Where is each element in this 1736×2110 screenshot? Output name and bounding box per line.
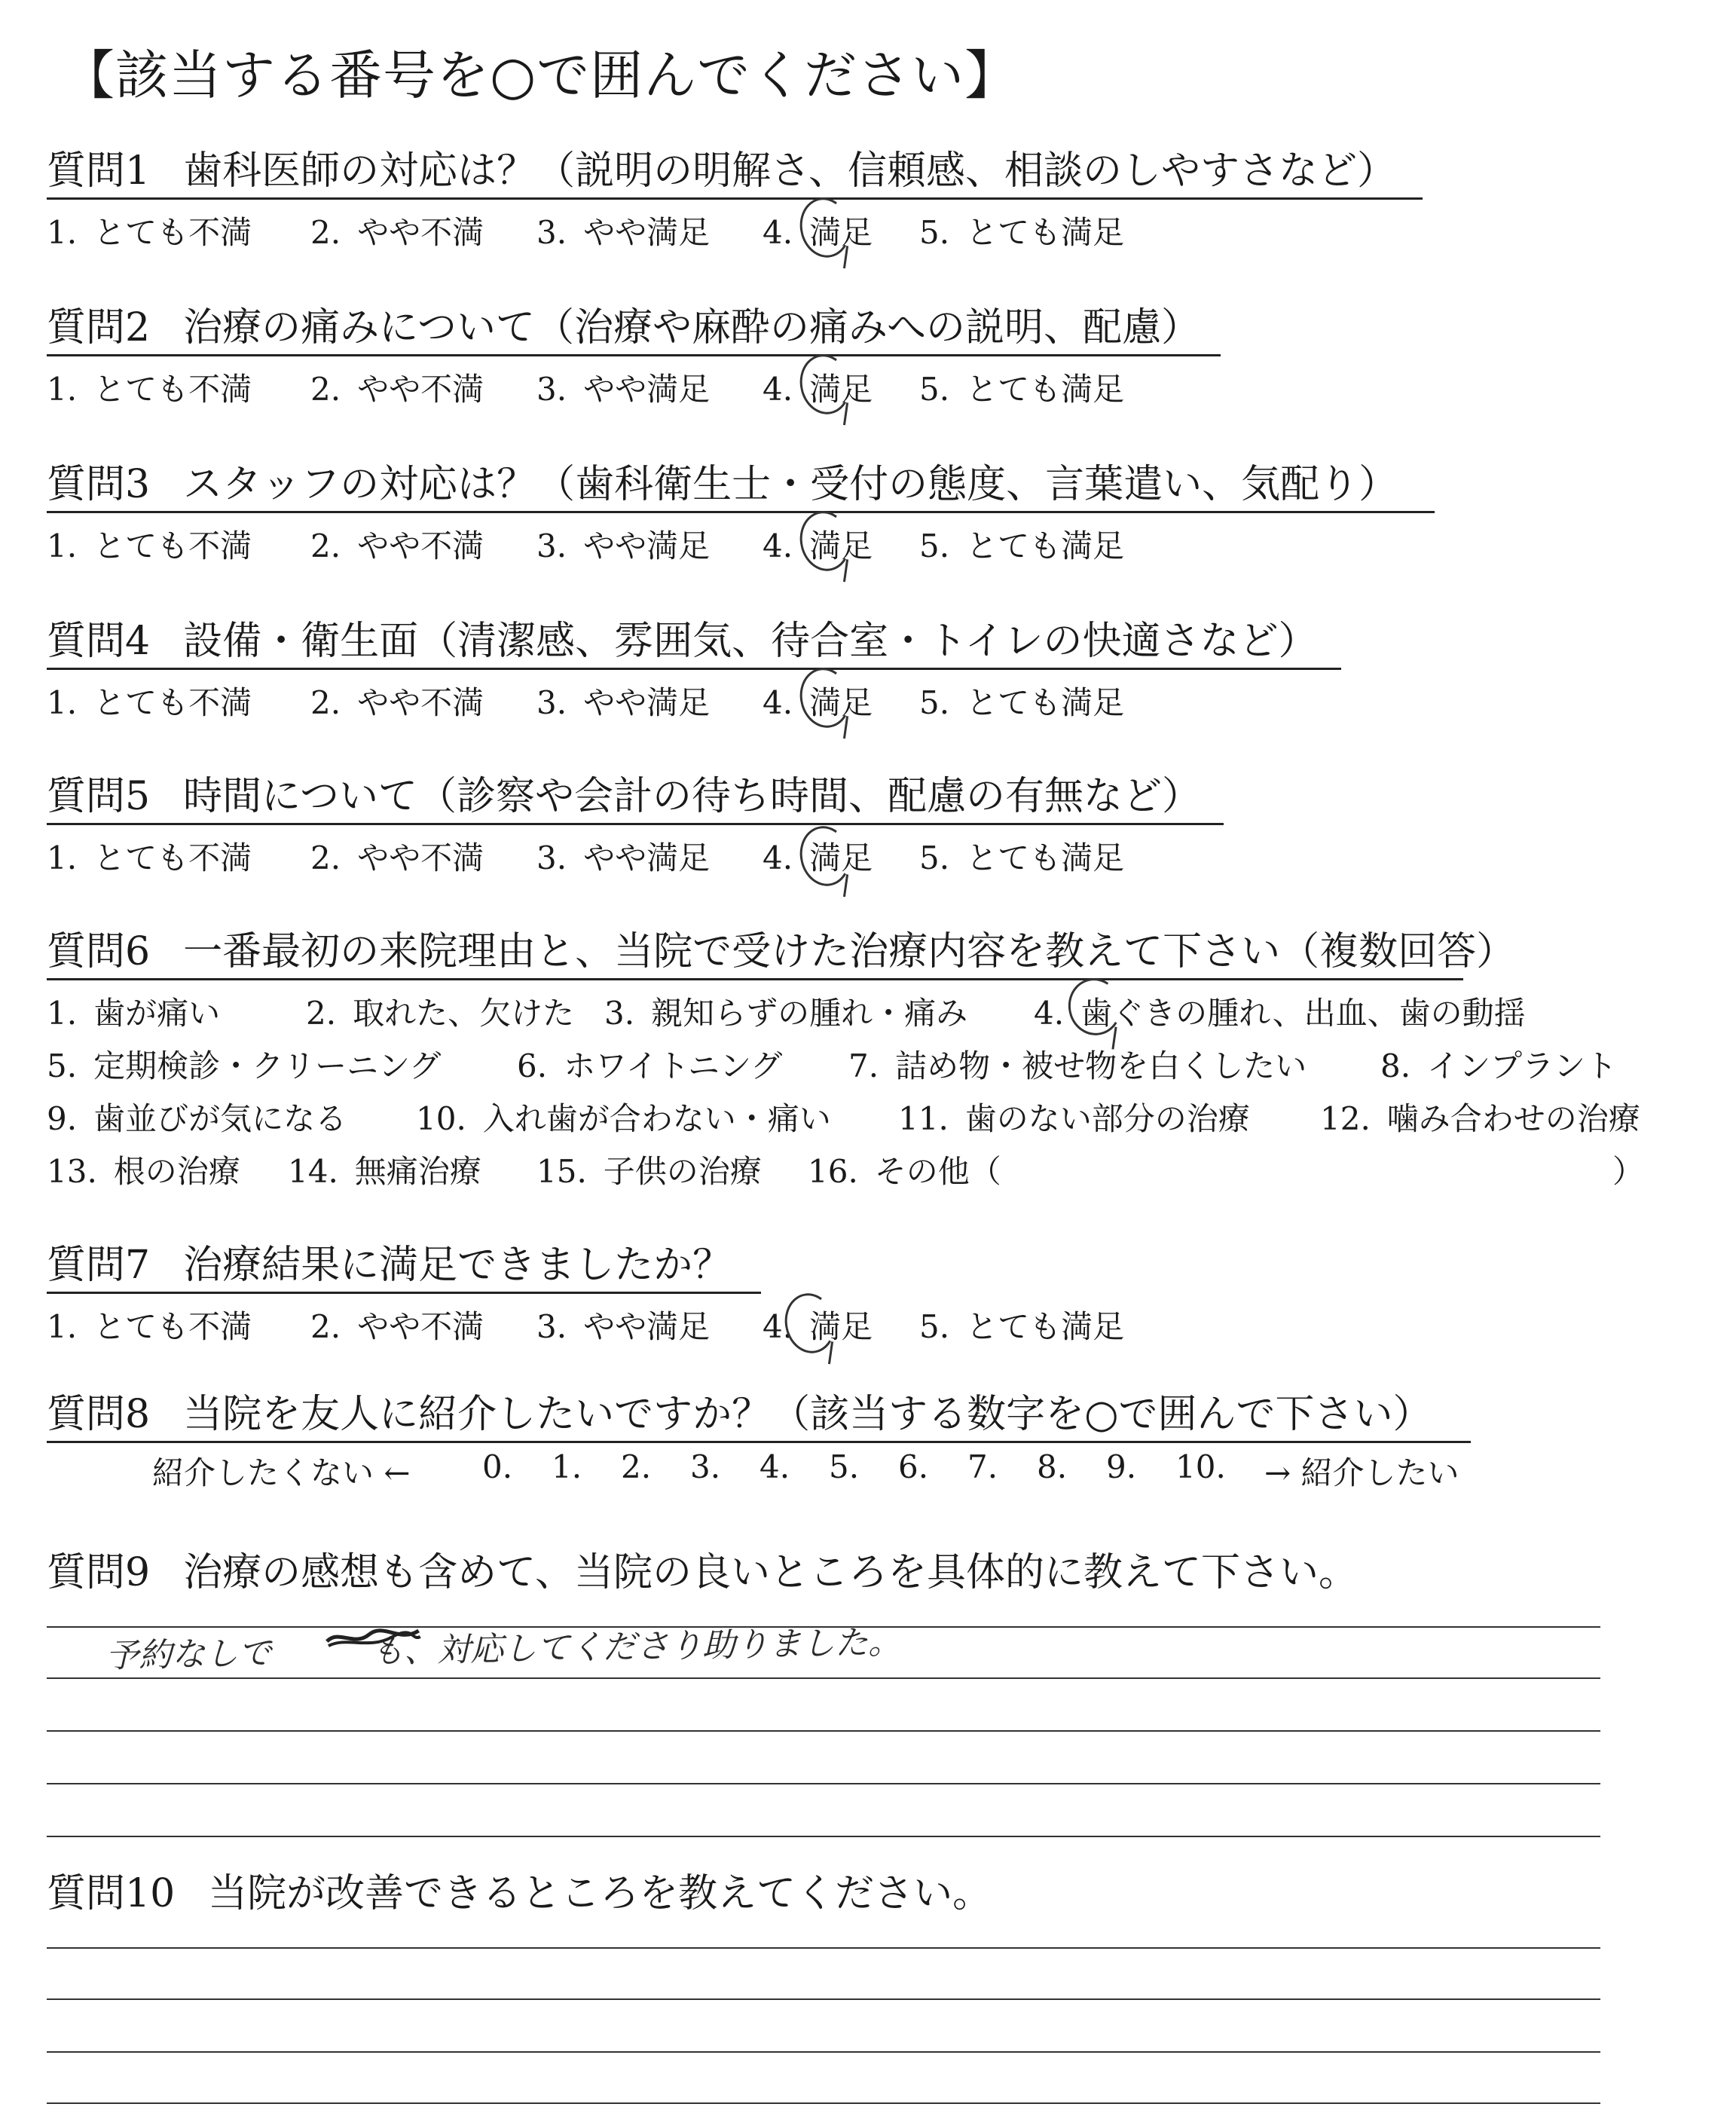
q7-option-1[interactable]: 1. とても不満 <box>47 1308 252 1345</box>
q1-option-1[interactable]: 1. とても不満 <box>47 214 252 251</box>
question-10-text: 当院が改善できるところを教えてください。 <box>208 1871 992 1916</box>
q2-option-3[interactable]: 3. やや満足 <box>536 371 711 408</box>
q3-option-1[interactable]: 1. とても不満 <box>47 528 252 564</box>
q6-option-11[interactable]: 11. 歯のない部分の治療 <box>898 1100 1250 1137</box>
question-2-number: 質問2 <box>47 305 151 350</box>
question-4 <box>47 618 1318 665</box>
answer-line-q9-2 <box>47 1677 1600 1679</box>
scale-option-7[interactable]: 7. <box>967 1448 998 1485</box>
question-9 <box>47 1549 1358 1596</box>
question-5-underline <box>47 823 1224 825</box>
answer-line-q9-4 <box>47 1783 1600 1784</box>
scale-option-10[interactable]: 10. <box>1175 1448 1226 1485</box>
q5-option-3[interactable]: 3. やや満足 <box>536 839 711 876</box>
question-6-underline <box>47 978 1463 980</box>
strikethrough-scribble-icon <box>323 1623 422 1652</box>
question-6 <box>47 928 1515 975</box>
q2-option-1[interactable]: 1. とても不満 <box>47 371 252 408</box>
scale-option-2[interactable]: 2. <box>621 1448 652 1485</box>
scale-option-6[interactable]: 6. <box>898 1448 929 1485</box>
q6-option-5[interactable]: 5. 定期検診・クリーニング <box>47 1047 442 1084</box>
question-8-number: 質問8 <box>47 1392 151 1437</box>
q5-option-4[interactable]: 4. 満足 <box>763 839 873 876</box>
q4-option-1[interactable]: 1. とても不満 <box>47 684 252 721</box>
question-10 <box>47 1870 992 1917</box>
question-9-number: 質問9 <box>47 1550 151 1595</box>
question-4-underline <box>47 668 1341 670</box>
scale-option-4[interactable]: 4. <box>760 1448 790 1485</box>
question-1-number: 質問1 <box>47 148 151 194</box>
q7-option-4[interactable]: 4. 満足 <box>763 1308 873 1345</box>
q7-option-3[interactable]: 3. やや満足 <box>536 1308 711 1345</box>
question-1 <box>47 148 1396 194</box>
q2-option-4[interactable]: 4. 満足 <box>763 371 873 408</box>
scale-option-0[interactable]: 0. <box>482 1448 513 1485</box>
q4-option-3[interactable]: 3. やや満足 <box>536 684 711 721</box>
q3-option-5[interactable]: 5. とても満足 <box>919 528 1125 564</box>
answer-line-q10-2 <box>47 1998 1600 2000</box>
question-8-text: 当院を友人に紹介したいですか？（該当する数字を○で囲んで下さい） <box>183 1392 1432 1437</box>
question-3-underline <box>47 511 1435 513</box>
question-9-text: 治療の感想も含めて、当院の良いところを具体的に教えて下さい。 <box>183 1550 1359 1595</box>
q1-option-4[interactable]: 4. 満足 <box>763 214 873 251</box>
question-8-underline <box>47 1441 1471 1443</box>
q6-option-1[interactable]: 1. 歯が痛い <box>47 995 221 1032</box>
question-3-text: スタッフの対応は？（歯科衛生士・受付の態度、言葉遣い、気配り） <box>183 462 1398 507</box>
scale-option-5[interactable]: 5. <box>829 1448 860 1485</box>
q6-option-8[interactable]: 8. インプラント <box>1380 1047 1618 1084</box>
q5-option-5[interactable]: 5. とても満足 <box>919 839 1125 876</box>
question-5-text: 時間について（診察や会計の待ち時間、配慮の有無など） <box>183 774 1202 819</box>
scale-left-label: 紹介したくない ← <box>152 1454 411 1491</box>
q6-option-9[interactable]: 9. 歯並びが気になる <box>47 1100 347 1137</box>
question-1-underline <box>47 197 1423 200</box>
q5-option-1[interactable]: 1. とても不満 <box>47 839 252 876</box>
q3-option-2[interactable]: 2. やや不満 <box>310 528 484 564</box>
q6-option-13[interactable]: 13. 根の治療 <box>47 1153 240 1190</box>
answer-line-q10-4 <box>47 2102 1600 2104</box>
q5-option-2[interactable]: 2. やや不満 <box>310 839 484 876</box>
scale-option-1[interactable]: 1. <box>552 1448 582 1485</box>
question-1-text: 歯科医師の対応は？（説明の明解さ、信頼感、相談のしやすさなど） <box>183 148 1397 194</box>
question-2-text: 治療の痛みについて（治療や麻酔の痛みへの説明、配慮） <box>183 305 1201 350</box>
question-3-number: 質問3 <box>47 462 151 507</box>
q9-handwritten-answer[interactable] <box>105 1615 902 1677</box>
q6-option-10[interactable]: 10. 入れ歯が合わない・痛い <box>416 1100 831 1137</box>
q3-option-3[interactable]: 3. やや満足 <box>536 528 711 564</box>
q1-option-2[interactable]: 2. やや不満 <box>310 214 484 251</box>
q9-answer-text: 予約なしで も、対応してくださり助りました。 <box>105 1622 902 1676</box>
scale-option-8[interactable]: 8. <box>1037 1448 1068 1485</box>
q4-option-5[interactable]: 5. とても満足 <box>919 684 1125 721</box>
question-2-underline <box>47 354 1221 356</box>
scale-right-label: → 紹介したい <box>1264 1454 1459 1491</box>
q6-other-close-paren: ） <box>1612 1153 1645 1190</box>
q4-option-4[interactable]: 4. 満足 <box>763 684 873 721</box>
answer-line-q9-3 <box>47 1730 1600 1732</box>
q3-option-4[interactable]: 4. 満足 <box>763 528 873 564</box>
q6-option-6[interactable]: 6. ホワイトニング <box>517 1047 783 1084</box>
question-8 <box>47 1391 1432 1438</box>
q6-option-7[interactable]: 7. 詰め物・被せ物を白くしたい <box>848 1047 1307 1084</box>
question-7-underline <box>47 1292 761 1294</box>
question-4-number: 質問4 <box>47 619 151 664</box>
selection-circle-mark <box>779 1289 840 1358</box>
question-5 <box>47 773 1201 820</box>
page-title: 【該当する番号を○で囲んでください】 <box>62 44 1019 106</box>
question-10-number: 質問10 <box>47 1871 176 1916</box>
q4-option-2[interactable]: 2. やや不満 <box>310 684 484 721</box>
answer-line-q10-3 <box>47 2051 1600 2053</box>
q6-option-3[interactable]: 3. 親知らずの腫れ・痛み <box>604 995 968 1032</box>
answer-line-q9-5 <box>47 1836 1600 1837</box>
scale-option-3[interactable]: 3. <box>690 1448 721 1485</box>
q6-option-12[interactable]: 12. 噛み合わせの治療 <box>1320 1100 1640 1137</box>
question-2 <box>47 304 1200 351</box>
answer-line-q10-1 <box>47 1947 1600 1949</box>
question-7-number: 質問7 <box>47 1243 151 1288</box>
question-6-number: 質問6 <box>47 929 151 974</box>
q6-option-4[interactable]: 4. 歯ぐきの腫れ、出血、歯の動揺 <box>1034 995 1526 1032</box>
q6-option-16[interactable]: 16. その他（ <box>808 1153 1001 1190</box>
q1-option-3[interactable]: 3. やや満足 <box>536 214 711 251</box>
q2-option-2[interactable]: 2. やや不満 <box>310 371 484 408</box>
q6-option-2[interactable]: 2. 取れた、欠けた <box>306 995 575 1032</box>
q1-option-5[interactable]: 5. とても満足 <box>919 214 1125 251</box>
q6-option-14[interactable]: 14. 無痛治療 <box>288 1153 481 1190</box>
question-3 <box>47 461 1398 508</box>
selection-circle-mark <box>794 821 855 891</box>
question-6-text: 一番最初の来院理由と、当院で受けた治療内容を教えて下さい（複数回答） <box>183 929 1516 974</box>
q7-option-5[interactable]: 5. とても満足 <box>919 1308 1125 1345</box>
scale-option-9[interactable]: 9. <box>1106 1448 1137 1485</box>
question-7 <box>47 1242 732 1289</box>
q6-option-15[interactable]: 15. 子供の治療 <box>536 1153 762 1190</box>
question-7-text: 治療結果に満足できましたか？ <box>183 1243 732 1288</box>
question-4-text: 設備・衛生面（清潔感、雰囲気、待合室・トイレの快適さなど） <box>183 619 1318 664</box>
question-5-number: 質問5 <box>47 774 151 819</box>
q7-option-2[interactable]: 2. やや不満 <box>310 1308 484 1345</box>
q2-option-5[interactable]: 5. とても満足 <box>919 371 1125 408</box>
